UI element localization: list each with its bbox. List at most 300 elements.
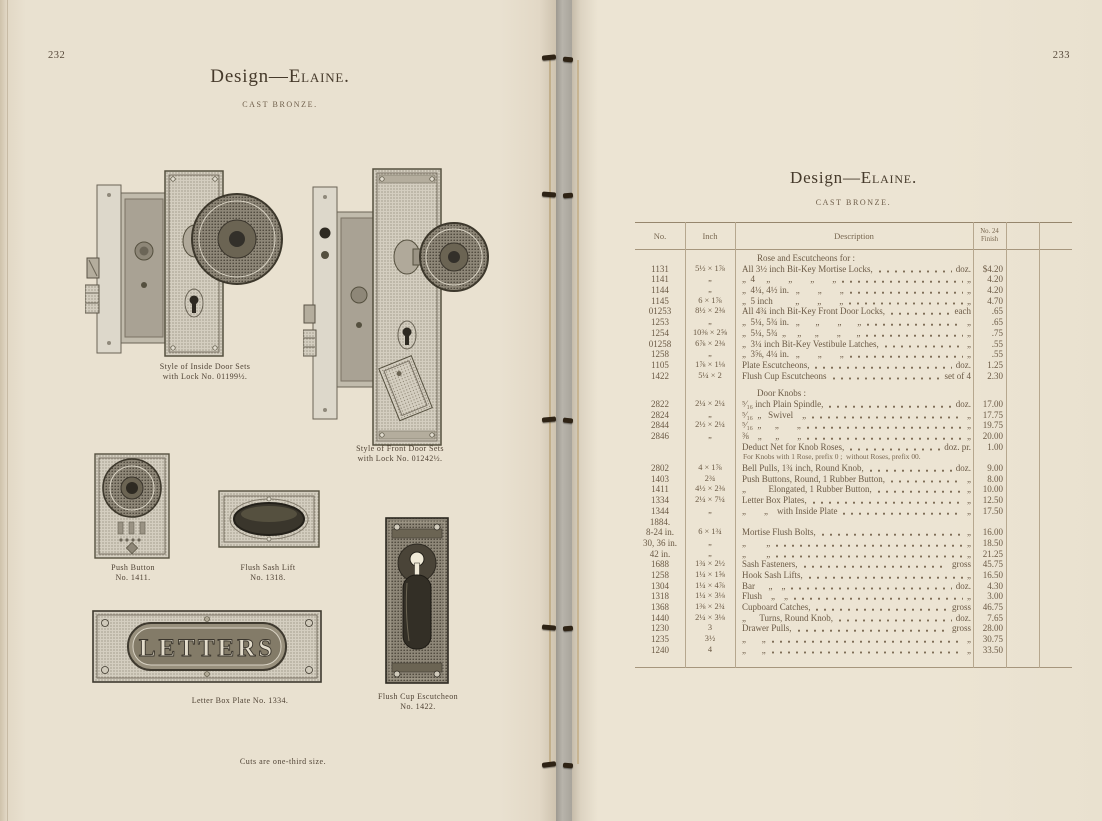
cell-inch: 2½ × 2¼ — [695, 420, 725, 430]
description-text: „ 3¼ inch Bit-Key Vestibule Latches, — [742, 338, 879, 349]
cell-no: 2802 — [651, 463, 669, 474]
description-text: „ 4¼, 4½ in. „ „ „ — [742, 285, 844, 296]
unit-text: „ — [967, 591, 971, 602]
unit-text: doz. — [955, 612, 971, 623]
unit-text: „ — [967, 527, 971, 538]
table-header-row — [635, 222, 1072, 249]
unit-text: „ — [967, 420, 971, 431]
page-title-right — [635, 168, 1072, 188]
cell-inch: 2¼ × 7¼ — [695, 495, 725, 505]
cell-inch: 1¼ × 3⅛ — [695, 591, 725, 601]
unit-text: „ — [967, 285, 971, 296]
description-text: Bar „ „ — [742, 580, 786, 591]
unit-text: each — [954, 306, 971, 317]
unit-text: doz. — [955, 263, 971, 274]
cell-inch: 1¾ × 2½ — [695, 559, 725, 569]
unit-text: doz. — [955, 398, 971, 409]
dotted-leader — [815, 360, 951, 371]
dotted-leader — [849, 296, 963, 307]
cell-description — [735, 360, 973, 371]
unit-text: „ — [967, 569, 971, 580]
table-row — [635, 339, 1039, 350]
cell-description — [735, 410, 973, 421]
cell-price: 30.75 — [982, 634, 1003, 645]
description-text: „ 5¼, 5¾ „ „ „ „ „ — [742, 327, 861, 338]
dotted-leader — [807, 420, 963, 431]
cell-no: 1145 — [651, 295, 669, 306]
figure-caption — [198, 563, 338, 583]
table-row — [635, 399, 1039, 410]
cell-price: .75 — [991, 327, 1003, 338]
column-header-description: Description — [834, 230, 874, 241]
page-number-left: 232 — [48, 50, 66, 61]
table-row — [635, 570, 1039, 581]
table-row — [635, 420, 1039, 431]
cell-price: 10.00 — [982, 484, 1003, 495]
cell-no: 1334 — [651, 495, 669, 506]
cell-no: 2824 — [651, 409, 669, 420]
dotted-leader — [891, 306, 951, 317]
cell-description — [735, 527, 973, 538]
description-text: „ Turns, Round Knob, — [742, 612, 834, 623]
cell-description — [735, 420, 973, 431]
footnote: Cuts are one-third size. — [239, 757, 327, 766]
title-caps: laine. — [871, 168, 917, 187]
cell-no: 1422 — [651, 370, 669, 381]
table-row — [635, 581, 1039, 592]
caption-line: No. 1422. — [400, 702, 436, 711]
letters-engraving: LETTERS — [138, 635, 276, 662]
cell-description — [735, 349, 973, 360]
title-lead: Design—E — [210, 66, 302, 87]
table-row — [635, 317, 1039, 328]
unit-text: gross — [951, 623, 971, 634]
description-text: Bell Pulls, 1¾ inch, Round Knob, — [742, 463, 864, 474]
binding-stitch — [563, 626, 573, 632]
cell-price: 1.00 — [987, 441, 1003, 452]
cell-price: 46.75 — [982, 602, 1003, 612]
dotted-leader — [813, 495, 963, 506]
cell-description — [735, 463, 973, 474]
title-lead: Design—E — [790, 168, 872, 187]
cell-description — [735, 634, 973, 645]
cell-price: 19.75 — [982, 420, 1003, 431]
table-row — [635, 410, 1039, 421]
description-text: ⁵⁄₁₆ „ „ „ — [742, 420, 801, 431]
caption-line: Push Button — [111, 563, 155, 572]
cell-inch: „ — [708, 409, 712, 419]
description-text: All 4¾ inch Bit-Key Front Door Locks, — [742, 306, 885, 317]
table-row — [635, 431, 1039, 442]
figure-caption — [120, 696, 360, 706]
unit-text: „ — [967, 548, 971, 559]
dotted-leader — [812, 410, 963, 421]
column-header-inch: Inch — [702, 230, 718, 241]
table-row — [635, 538, 1039, 549]
cell-inch: „ — [708, 274, 712, 284]
dotted-leader — [833, 371, 941, 382]
table-row — [635, 264, 1039, 275]
caption-line: No. 1318. — [250, 573, 286, 582]
description-text: Flush „ „ — [742, 591, 788, 602]
cell-no — [635, 442, 685, 453]
cell-description — [735, 285, 973, 296]
unit-text: „ — [967, 505, 971, 516]
dotted-leader — [816, 602, 948, 613]
binding-gutter — [556, 0, 572, 821]
cell-description — [735, 317, 973, 328]
cell-inch: „ — [708, 317, 712, 327]
binding-stitch — [563, 193, 573, 199]
cell-description — [735, 570, 973, 581]
cell-no: 2846 — [651, 431, 669, 441]
table-row: Door Knobs : — [757, 388, 806, 399]
dotted-leader — [866, 328, 963, 339]
page-number-right: 233 — [1052, 50, 1070, 61]
cell-no: 1254 — [651, 327, 669, 338]
dotted-leader — [891, 474, 963, 485]
figure-caption — [310, 444, 490, 464]
cell-price: 45.75 — [982, 559, 1003, 570]
description-text: „ Elongated, 1 Rubber Button, — [742, 484, 872, 495]
dotted-leader — [878, 484, 963, 495]
unit-text: „ — [967, 317, 971, 328]
table-row — [635, 285, 1039, 296]
cell-price: 7.65 — [987, 612, 1003, 623]
cell-description — [735, 613, 973, 624]
table-row: Rose and Escutcheons for : — [757, 253, 855, 263]
description-text: Deduct Net for Knob Roses, — [742, 441, 845, 452]
unit-text: „ — [967, 274, 971, 285]
caption-line: Flush Cup Escutcheon — [378, 692, 458, 701]
description-text: Drawer Pulls, — [742, 623, 792, 634]
dotted-leader — [791, 581, 951, 592]
dotted-leader — [850, 349, 963, 360]
column-header-no: No. — [653, 230, 667, 241]
table-row — [635, 613, 1039, 624]
figure-flush-sash-lift — [218, 490, 320, 548]
cell-description — [735, 538, 973, 549]
table-row — [635, 274, 1039, 285]
table-row — [635, 360, 1039, 371]
page-right — [572, 0, 1102, 821]
cell-no: 1318 — [651, 591, 669, 602]
cell-no: 1230 — [651, 623, 669, 634]
cell-inch: 2¼ × 3⅛ — [695, 612, 725, 622]
cell-no: 1253 — [651, 317, 669, 328]
figure-front-door-set — [303, 167, 490, 450]
table-body — [635, 253, 1039, 655]
cell-description — [735, 623, 973, 634]
cell-inch — [685, 442, 735, 453]
cell-no: 1105 — [651, 359, 669, 370]
dotted-leader — [772, 645, 963, 656]
cell-no: 1235 — [651, 634, 669, 645]
figure-caption — [63, 563, 203, 583]
description-text: Letter Box Plates, — [742, 495, 807, 506]
cell-inch: 10⅜ × 2⅝ — [692, 327, 728, 337]
unit-text: „ — [967, 644, 971, 655]
cell-price: 21.25 — [982, 548, 1003, 559]
cell-description — [735, 296, 973, 307]
unit-text: „ — [967, 338, 971, 349]
cell-price: 33.50 — [982, 644, 1003, 655]
description-text: ⅜ „ „ „ — [742, 431, 802, 441]
table-row — [635, 442, 1039, 453]
table-row — [635, 306, 1039, 317]
dotted-leader — [839, 613, 952, 624]
caption-line: Style of Front Door Sets — [356, 444, 444, 453]
table-row — [635, 296, 1039, 307]
cell-description — [735, 399, 973, 410]
unit-text: „ — [967, 409, 971, 420]
cell-price: 16.00 — [982, 527, 1003, 538]
cell-no: 1368 — [651, 602, 669, 612]
binding-stitch — [542, 192, 556, 198]
dotted-leader — [772, 634, 963, 645]
caption-line: with Lock No. 01242½. — [357, 454, 443, 463]
description-text: „ „ — [742, 548, 771, 559]
cell-description — [735, 371, 973, 382]
description-text: „ 5¼, 5¾ in. „ „ „ „ — [742, 317, 862, 328]
cell-price: 17.75 — [982, 409, 1003, 420]
description-text: „ „ — [742, 537, 771, 548]
binding-thread — [549, 58, 551, 764]
description-text: Flush Cup Escutcheons — [742, 370, 827, 381]
cell-description — [735, 474, 973, 485]
cell-price: 16.50 — [982, 569, 1003, 580]
cell-inch: „ — [708, 505, 712, 515]
cell-inch: 8½ × 2⅜ — [695, 306, 725, 316]
dotted-leader — [829, 399, 951, 410]
cell-description — [735, 517, 973, 528]
cell-no: 8-24 in. — [646, 527, 674, 538]
description-text: Hook Sash Lifts, — [742, 569, 803, 580]
cell-no: 1258 — [651, 569, 669, 580]
dotted-leader — [804, 559, 948, 570]
cell-price: 4.30 — [987, 580, 1003, 591]
description-text: Push Buttons, Round, 1 Rubber Button, — [742, 473, 886, 484]
caption-line: Style of Inside Door Sets — [159, 362, 251, 371]
unit-text: „ — [967, 634, 971, 645]
cell-price: 4.20 — [987, 274, 1003, 285]
unit-text: doz. — [955, 359, 971, 370]
table-row — [635, 559, 1039, 570]
table-row — [635, 495, 1039, 506]
figure-flush-cup-escutcheon — [385, 517, 449, 684]
description-text: ⁵⁄₁₆ „ Swivel „ — [742, 409, 807, 420]
cell-inch: 4 × 1⅞ — [698, 463, 722, 473]
unit-text: „ — [967, 327, 971, 338]
cell-description — [735, 274, 973, 285]
cell-description — [735, 339, 973, 350]
cell-price: $4.20 — [982, 263, 1003, 274]
cell-description — [735, 581, 973, 592]
cell-inch: 6 × 1¾ — [698, 527, 722, 537]
cell-description — [735, 591, 973, 602]
description-text: All 3½ inch Bit-Key Mortise Locks, — [742, 263, 873, 274]
unit-text: gross — [951, 559, 971, 570]
unit-text: gross — [951, 602, 971, 612]
cell-price: 17.50 — [982, 505, 1003, 516]
table-row: For Knobs with 1 Rose, prefix 0 ; without Roses, prefix 00. — [743, 452, 921, 462]
unit-text: doz. — [955, 580, 971, 591]
table-rule-vertical — [1039, 222, 1040, 668]
cell-no: 1411 — [651, 484, 669, 495]
cell-description — [735, 431, 973, 442]
caption-line: Letter Box Plate No. 1334. — [191, 696, 289, 705]
cell-description — [735, 645, 973, 656]
caption-line: No. 1411. — [115, 573, 151, 582]
finish-header-line: No. 24 — [980, 228, 999, 235]
cell-inch: 1⅞ × 1⅛ — [695, 359, 725, 369]
cell-price: 9.00 — [987, 463, 1003, 474]
cell-price: .65 — [991, 306, 1003, 317]
description-text: „ 4 „ „ „ „ — [742, 274, 837, 285]
dotted-leader — [798, 623, 948, 634]
unit-text: doz. pr. — [944, 441, 971, 452]
cell-no: 1240 — [651, 644, 669, 655]
cell-description — [735, 549, 973, 560]
description-text: ⁵⁄₁₆ inch Plain Spindle, — [742, 398, 824, 409]
cell-inch — [685, 517, 735, 528]
cell-inch: 6 × 1⅞ — [698, 295, 722, 305]
dotted-leader — [850, 442, 940, 453]
figure-inside-door-set — [85, 163, 313, 363]
cell-inch: „ — [708, 537, 712, 547]
dotted-leader — [807, 431, 963, 442]
cell-no: 1304 — [651, 580, 669, 591]
table-row — [635, 506, 1039, 517]
cell-inch: „ — [708, 431, 712, 440]
cell-description — [735, 264, 973, 275]
cell-no: 1440 — [651, 612, 669, 623]
cell-no: 1344 — [651, 505, 669, 516]
cell-description — [735, 484, 973, 495]
unit-text: „ — [967, 537, 971, 548]
cell-no: 1403 — [651, 473, 669, 484]
cell-description — [735, 506, 973, 517]
description-text: „ 3⅝, 4¼ in. „ „ „ — [742, 349, 844, 360]
table-row — [635, 371, 1039, 382]
table-row — [635, 517, 1039, 528]
description-text: Cupboard Catches, — [742, 602, 811, 612]
description-text: Plate Escutcheons, — [742, 359, 810, 370]
table-row — [635, 474, 1039, 485]
unit-text: doz. — [955, 463, 971, 474]
dotted-leader — [870, 463, 952, 474]
title-caps: laine. — [301, 66, 350, 87]
cell-price: .55 — [991, 338, 1003, 349]
cell-description — [735, 442, 973, 453]
page-subtitle-left: CAST BRONZE. — [242, 100, 318, 109]
cell-inch: „ — [708, 349, 712, 359]
cell-no: 01253 — [648, 306, 672, 317]
binding-stitch — [563, 57, 573, 63]
dotted-leader — [885, 339, 963, 350]
cell-inch: 5¼ × 2 — [698, 370, 722, 380]
price-table — [635, 222, 1072, 668]
cell-price: 18.50 — [982, 537, 1003, 548]
page-title-left — [60, 66, 500, 88]
cell-no: 1144 — [651, 285, 669, 296]
unit-text: set of 4 — [944, 370, 971, 381]
description-text: „ „ — [742, 644, 766, 655]
table-row — [635, 349, 1039, 360]
page-subtitle-right: CAST BRONZE. — [815, 198, 892, 207]
cell-inch: 4½ × 2⅜ — [695, 484, 725, 494]
table-row — [635, 328, 1039, 339]
cell-description — [735, 559, 973, 570]
cell-no: 30, 36 in. — [642, 537, 677, 548]
cell-no: 1141 — [651, 274, 669, 285]
binding-thread — [577, 60, 579, 764]
cell-description — [735, 306, 973, 317]
caption-line: with Lock No. 01199½. — [162, 372, 248, 381]
cell-no: 42 in. — [649, 548, 671, 559]
cell-price: 2.30 — [987, 370, 1003, 381]
table-row — [635, 591, 1039, 602]
unit-text: „ — [967, 473, 971, 484]
dotted-leader — [776, 538, 963, 549]
dotted-leader — [842, 274, 963, 285]
table-row — [635, 634, 1039, 645]
cell-no: 1688 — [651, 559, 669, 570]
dotted-leader — [850, 285, 963, 296]
description-text: „ „ with Inside Plate — [742, 505, 838, 516]
table-row — [635, 463, 1039, 474]
dotted-leader — [822, 527, 963, 538]
cell-inch: 1¼ × 1⅝ — [695, 569, 725, 579]
dotted-leader — [776, 549, 963, 560]
finish-header-line: Finish — [981, 235, 998, 243]
cell-inch: 3½ — [704, 634, 716, 644]
cell-no: 1131 — [651, 263, 669, 274]
figure-push-button — [93, 452, 171, 560]
dotted-leader — [879, 264, 952, 275]
cell-inch: 2¼ × 2¼ — [695, 398, 725, 408]
cell-no: 2822 — [651, 398, 669, 409]
cell-price: 28.00 — [982, 623, 1003, 634]
figure-letter-box-plate — [92, 610, 322, 683]
dotted-leader — [794, 591, 963, 602]
cell-inch: 1⅜ × 2¾ — [695, 602, 725, 611]
cell-price: 8.00 — [987, 473, 1003, 484]
cell-price: 4.70 — [987, 295, 1003, 306]
cell-inch: „ — [708, 548, 712, 558]
cell-price: .65 — [991, 317, 1003, 328]
cell-inch: 3 — [707, 623, 713, 633]
table-row — [635, 645, 1039, 656]
cell-price: 4.20 — [987, 285, 1003, 296]
dotted-leader — [867, 317, 963, 328]
cell-no: 1884. — [649, 516, 671, 527]
cell-inch: 5½ × 1⅞ — [695, 263, 725, 273]
cell-price: 12.50 — [982, 495, 1003, 506]
table-row — [635, 484, 1039, 495]
cell-price: 3.00 — [987, 591, 1003, 602]
description-text: Sash Fasteners, — [742, 559, 798, 570]
binding-stitch — [563, 417, 573, 423]
cell-inch: 4 — [707, 644, 713, 654]
dotted-leader — [809, 570, 963, 581]
table-row — [635, 602, 1039, 613]
cell-inch: 6⅞ × 2⅜ — [695, 338, 725, 348]
column-header-finish — [973, 228, 1006, 243]
binding-stitch — [563, 763, 573, 769]
dotted-leader — [843, 506, 963, 517]
unit-text: „ — [967, 431, 971, 441]
